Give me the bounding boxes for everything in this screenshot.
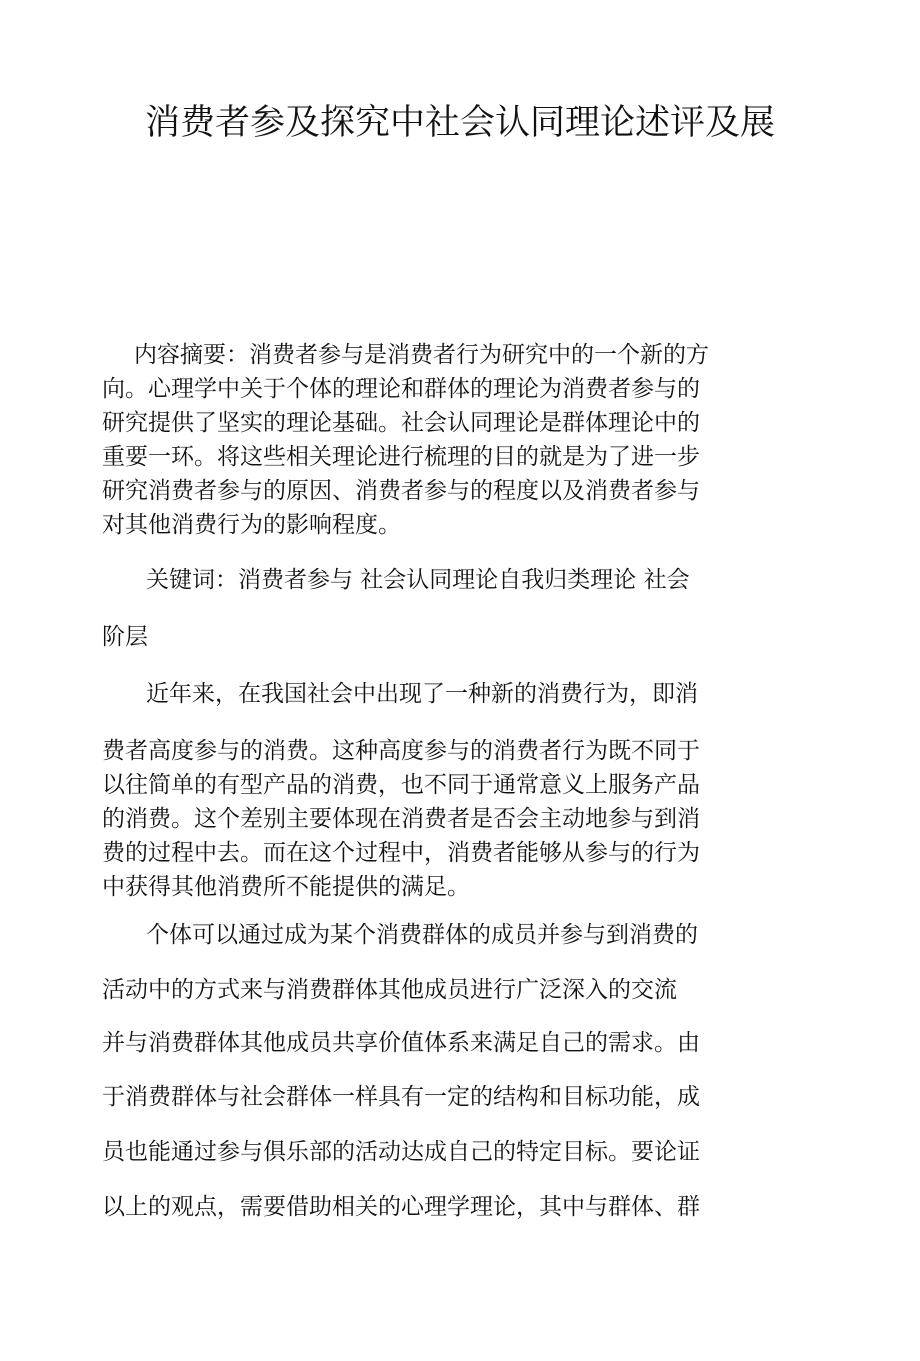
paragraph-line: 以往简单的有型产品的消费，也不同于通常意义上服务产品 [102,772,700,798]
keywords-line: 阶层 [102,624,148,650]
paragraph-line: 并与消费群体其他成员共享价值体系来满足自己的需求。由 [102,1030,700,1056]
paragraph-line: 活动中的方式来与消费群体其他成员进行广泛深入的交流 [102,977,677,1003]
keywords-line: 关键词：消费者参与 社会认同理论自我归类理论 社会 [146,567,690,593]
abstract-line: 研究提供了坚实的理论基础。社会认同理论是群体理论中的 [102,410,700,436]
abstract-line: 重要一环。将这些相关理论进行梳理的目的就是为了进一步 [102,444,700,470]
paragraph-line: 费的过程中去。而在这个过程中，消费者能够从参与的行为 [102,840,700,866]
abstract-line: 研究消费者参与的原因、消费者参与的程度以及消费者参与 [102,478,700,504]
paragraph-line: 费者高度参与的消费。这种高度参与的消费者行为既不同于 [102,738,700,764]
paragraph-line: 近年来，在我国社会中出现了一种新的消费行为，即消 [146,681,698,707]
paragraph-line: 中获得其他消费所不能提供的满足。 [102,874,470,900]
abstract-line: 向。心理学中关于个体的理论和群体的理论为消费者参与的 [102,376,700,402]
paragraph-line: 个体可以通过成为某个消费群体的成员并参与到消费的 [146,922,698,948]
paragraph-line: 的消费。这个差别主要体现在消费者是否会主动地参与到消 [102,806,700,832]
paragraph-line: 于消费群体与社会群体一样具有一定的结构和目标功能，成 [102,1084,700,1110]
paragraph-line: 员也能通过参与俱乐部的活动达成自己的特定目标。要论证 [102,1139,700,1165]
abstract-line: 对其他消费行为的影响程度。 [102,512,401,538]
document-title: 消费者参及探究中社会认同理论述评及展 [144,103,775,143]
paragraph-line: 以上的观点，需要借助相关的心理学理论，其中与群体、群 [102,1194,700,1220]
abstract-line: 内容摘要：消费者参与是消费者行为研究中的一个新的方 [134,342,709,368]
